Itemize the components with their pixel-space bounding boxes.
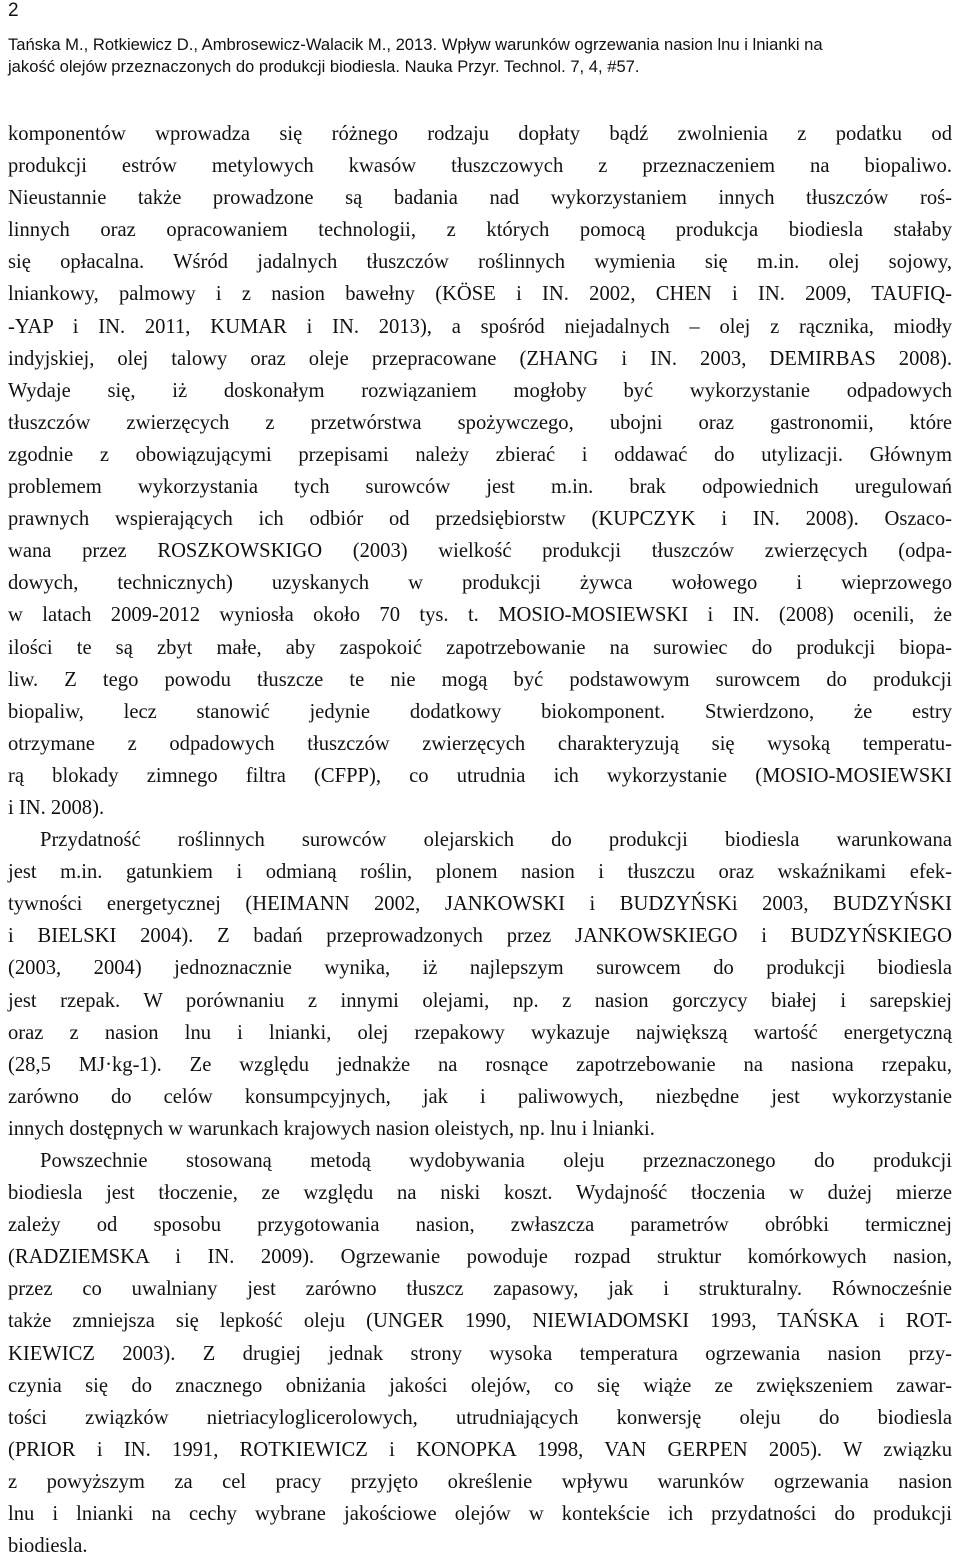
text-line: zarówno do celów konsumpcyjnych, jak i paliwowych, niezbędne jest wykorzystanie xyxy=(8,1085,952,1108)
paragraph xyxy=(8,1145,952,1562)
text-line: tości związków nietriacyloglicerolowych, utrudniających konwersję oleju do biodiesla xyxy=(8,1406,952,1429)
body-text xyxy=(8,118,952,1562)
text-line: innych dostępnych w warunkach krajowych nasion oleistych, np. lnu i lnianki. xyxy=(8,1117,655,1140)
text-line: KIEWICZ 2003). Z drugiej jednak strony wysoka temperatura ogrzewania nasion przy- xyxy=(8,1342,952,1365)
running-header-line: jakość olejów przeznaczonych do produkcji biodiesla. Nauka Przyr. Technol. 7, 4, #57. xyxy=(8,57,640,76)
text-line: z powyższym za cel pracy przyjęto określenie wpływu warunków ogrzewania nasion xyxy=(8,1470,952,1493)
text-line: Wydaje się, iż doskonałym rozwiązaniem mogłoby być wykorzystanie odpadowych xyxy=(8,379,952,402)
text-line: i BIELSKI 2004). Z badań przeprowadzonych przez JANKOWSKIEGO i BUDZYŃSKIEGO xyxy=(8,925,952,948)
text-line: wana przez ROSZKOWSKIGO (2003) wielkość produkcji tłuszczów zwierzęcych (odpa- xyxy=(8,540,952,563)
text-line: jest m.in. gatunkiem i odmianą roślin, plonem nasion i tłuszczu oraz wskaźnikami efek- xyxy=(8,861,952,884)
text-line: indyjskiej, olej talowy oraz oleje przepracowane (ZHANG i IN. 2003, DEMIRBAS 2008). xyxy=(8,347,952,370)
text-line: (2003, 2004) jednoznacznie wynika, iż najlepszym surowcem do produkcji biodiesla xyxy=(8,957,952,980)
running-header-line: Tańska M., Rotkiewicz D., Ambrosewicz-Walacik M., 2013. Wpływ warunków ogrzewania nasion lnu i lnianki na xyxy=(8,35,823,54)
text-line: i IN. 2008). xyxy=(8,796,105,819)
text-line: biopaliw, lecz stanowić jedynie dodatkowy biokomponent. Stwierdzono, że estry xyxy=(8,700,952,723)
text-line: w latach 2009-2012 wyniosła około 70 tys. t. MOSIO-MOSIEWSKI i IN. (2008) ocenili, że xyxy=(8,604,952,627)
text-line: problemem wykorzystania tych surowców jest m.in. brak odpowiednich uregulowań xyxy=(8,476,952,499)
text-line: liw. Z tego powodu tłuszcze te nie mogą być podstawowym surowcem do produkcji xyxy=(8,668,952,691)
running-header xyxy=(8,34,952,78)
text-line: Powszechnie stosowaną metodą wydobywania oleju przeznaczonego do produkcji xyxy=(40,1150,952,1172)
text-line: (PRIOR i IN. 1991, ROTKIEWICZ i KONOPKA 1998, VAN GERPEN 2005). W związku xyxy=(8,1438,952,1461)
text-line: zgodnie z obowiązującymi przepisami należy zbierać i oddawać do utylizacji. Głównym xyxy=(8,443,952,466)
text-line: prawnych wspierających ich odbiór od przedsiębiorstw (KUPCZYK i IN. 2008). Oszaco- xyxy=(8,508,952,531)
text-line: ilości te są zbyt małe, aby zaspokoić zapotrzebowanie na surowiec do produkcji biopa- xyxy=(8,636,952,659)
text-line: przez co uwalniany jest zarówno tłuszcz zapasowy, jak i strukturalny. Równocześnie xyxy=(8,1278,952,1301)
text-line: czynia się do znacznego obniżania jakości olejów, co się wiąże ze zwiększeniem zawar- xyxy=(8,1374,952,1397)
text-line: tłuszczów zwierzęcych z przetwórstwa spożywczego, ubojni oraz gastronomii, które xyxy=(8,411,952,434)
text-line: oraz z nasion lnu i lnianki, olej rzepakowy wykazuje największą wartość energetyczną xyxy=(8,1021,952,1044)
text-line: biodiesla. xyxy=(8,1535,88,1558)
page-number: 2 xyxy=(8,0,19,21)
text-line: zależy od sposobu przygotowania nasion, zwłaszcza parametrów obróbki termicznej xyxy=(8,1214,952,1237)
text-line: otrzymane z odpadowych tłuszczów zwierzęcych charakteryzują się wysoką temperatu- xyxy=(8,732,952,755)
text-line: Przydatność roślinnych surowców olejarskich do produkcji biodiesla warunkowana xyxy=(40,829,952,852)
text-line: (28,5 MJ·kg-1). Ze względu jednakże na rosnące zapotrzebowanie na nasiona rzepaku, xyxy=(8,1053,952,1076)
text-line: jest rzepak. W porównaniu z innymi olejami, np. z nasion gorczycy białej i sarepskiej xyxy=(8,989,952,1012)
text-line: komponentów wprowadza się różnego rodzaju dopłaty bądź zwolnienia z podatku od xyxy=(8,123,952,145)
text-line: także zmniejsza się lepkość oleju (UNGER 1990, NIEWIADOMSKI 1993, TAŃSKA i ROT- xyxy=(8,1310,952,1333)
text-line: -YAP i IN. 2011, KUMAR i IN. 2013), a spośród niejadalnych – olej z rącznika, miodły xyxy=(8,315,952,338)
text-line: produkcji estrów metylowych kwasów tłuszczowych z przeznaczeniem na biopaliwo. xyxy=(8,155,952,178)
text-line: Nieustannie także prowadzone są badania nad wykorzystaniem innych tłuszczów roś- xyxy=(8,187,952,210)
text-line: biodiesla jest tłoczenie, ze względu na niski koszt. Wydajność tłoczenia w dużej mierze xyxy=(8,1182,952,1205)
text-line: (RADZIEMSKA i IN. 2009). Ogrzewanie powoduje rozpad struktur komórkowych nasion, xyxy=(8,1246,952,1269)
text-line: dowych, technicznych) uzyskanych w produkcji żywca wołowego i wieprzowego xyxy=(8,572,952,595)
paragraph xyxy=(8,118,952,824)
text-line: lniankowy, palmowy i z nasion bawełny (KÖSE i IN. 2002, CHEN i IN. 2009, TAUFIQ- xyxy=(8,283,952,306)
text-line: rą blokady zimnego filtra (CFPP), co utrudnia ich wykorzystanie (MOSIO-MOSIEWSKI xyxy=(8,764,952,787)
text-line: tywności energetycznej (HEIMANN 2002, JANKOWSKI i BUDZYŃSKi 2003, BUDZYŃSKI xyxy=(8,893,952,916)
text-line: się opłacalna. Wśród jadalnych tłuszczów roślinnych wymienia się m.in. olej sojowy, xyxy=(8,251,952,274)
text-line: lnu i lnianki na cechy wybrane jakościowe olejów w kontekście ich przydatności do produkcji xyxy=(8,1503,952,1526)
paragraph xyxy=(8,824,952,1145)
text-line: linnych oraz opracowaniem technologii, z których pomocą produkcja biodiesla stałaby xyxy=(8,219,952,242)
